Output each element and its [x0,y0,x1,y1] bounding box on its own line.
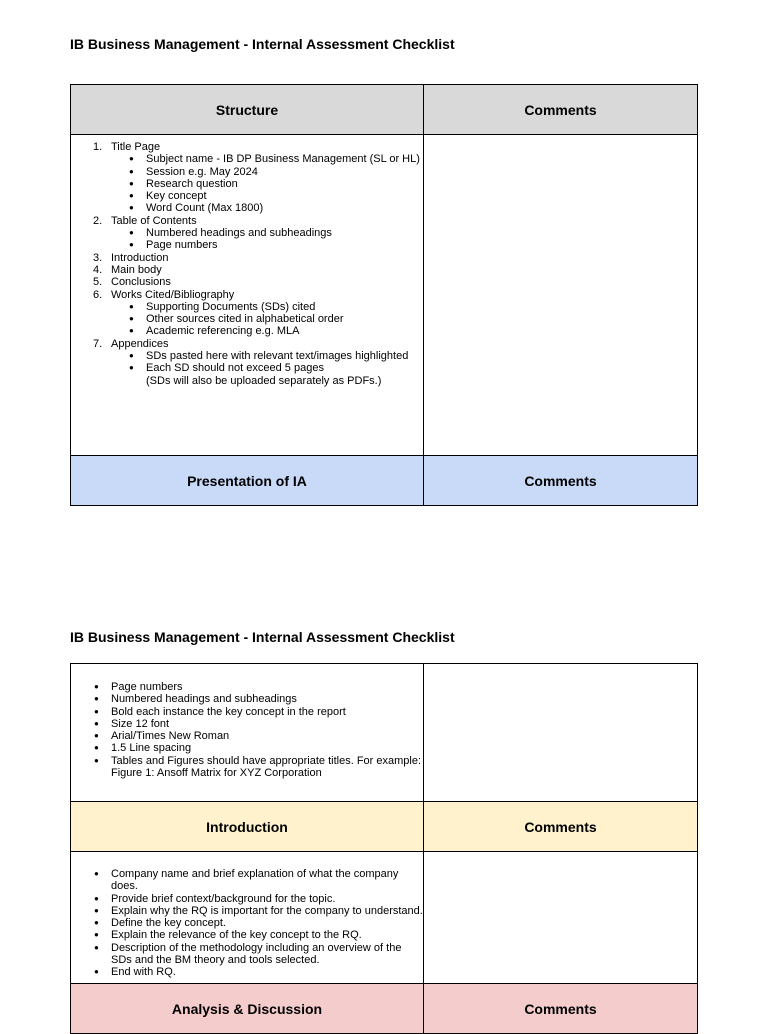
introduction-header-row [71,802,698,852]
structure-header-row [71,85,698,135]
sub-item: ● Session e.g. May 2024 [146,166,423,178]
sub-item: ● Word Count (Max 1800) [146,202,423,214]
presentation-item: ● Tables and Figures should have appropriate titles. For example: Figure 1: Ansoff Matrix for XYZ Corporation [111,755,423,780]
sub-item-text: Each SD should not exceed 5 pages [146,362,324,375]
structure-item [93,263,423,276]
presentation-list-cell [71,664,424,802]
sub-item: ● Supporting Documents (SDs) cited [146,301,423,313]
item-number: 1. [93,141,103,153]
sub-item: ● SDs pasted here with relevant text/images highlighted [146,350,423,362]
presentation-item: ● Size 12 font [111,718,423,730]
introduction-item: ● Explain why the RQ is important for the company to understand. [111,905,423,917]
introduction-content-row [71,852,698,984]
introduction-comments-header: Comments [424,802,698,852]
presentation-content-row [71,664,698,802]
sub-list [111,227,423,252]
introduction-comments-cell[interactable] [424,852,698,984]
document-title-page-2: IB Business Management - Internal Assessment Checklist [70,629,455,645]
introduction-list [71,868,423,979]
analysis-comments-header: Comments [424,984,698,1034]
introduction-item: ● Provide brief context/background for the topic. [111,893,423,905]
item-number: 2. [93,214,103,227]
sub-list [111,153,423,214]
sub-item: ● Research question [146,178,423,190]
presentation-comments-header: Comments [424,456,698,506]
document-title: IB Business Management - Internal Assessment Checklist [70,36,455,52]
structure-list-cell [71,135,424,456]
presentation-header: Presentation of IA [71,456,424,506]
item-label: Conclusions [111,276,171,289]
item-label: Main body [111,263,162,276]
introduction-item: ● Description of the methodology including an overview of the SDs and the BM theory and tools selected. [111,942,423,967]
sub-item: ● Numbered headings and subheadings [146,227,423,239]
introduction-item: ● Company name and brief explanation of what the company does. [111,868,423,893]
sub-item: ● Academic referencing e.g. MLA [146,325,423,337]
presentation-comments-cell[interactable] [424,664,698,802]
item-number: 4. [93,263,103,276]
analysis-header-row [71,984,698,1034]
introduction-item: ● Define the key concept. [111,917,423,929]
structure-item [93,251,423,264]
item-label: Title Page [111,141,161,153]
introduction-list-cell [71,852,424,984]
sub-item [146,362,423,387]
item-label: Table of Contents [111,214,197,227]
presentation-header-row [71,456,698,506]
introduction-item: ● Explain the relevance of the key concept to the RQ. [111,929,423,941]
presentation-item: ● Page numbers [111,681,423,693]
sub-item-note: (SDs will also be uploaded separately as PDFs.) [146,374,382,387]
item-label: Introduction [111,251,169,264]
structure-header: Structure [71,85,424,135]
presentation-list [71,681,423,779]
presentation-item: ● Bold each instance the key concept in the report [111,706,423,718]
sub-item: ● Key concept [146,190,423,202]
presentation-item: ● Arial/Times New Roman [111,730,423,742]
sub-item: ● Subject name - IB DP Business Management (SL or HL) [146,153,423,165]
sub-list [111,301,423,338]
structure-item [93,288,423,338]
presentation-item: ● 1.5 Line spacing [111,742,423,754]
item-label: Appendices [111,337,169,350]
structure-comments-header: Comments [424,85,698,135]
structure-item [93,276,423,289]
structure-comments-cell[interactable] [424,135,698,456]
analysis-header: Analysis & Discussion [71,984,424,1034]
item-number: 6. [93,288,103,301]
item-number: 7. [93,337,103,350]
sub-list [111,350,423,387]
sub-item: ● Page numbers [146,239,423,251]
item-label: Works Cited/Bibliography [111,288,235,301]
structure-list [71,141,423,387]
item-number: 3. [93,251,103,264]
structure-item [93,141,423,215]
item-number: 5. [93,276,103,289]
introduction-header: Introduction [71,802,424,852]
introduction-item: ● End with RQ. [111,966,423,978]
structure-table [70,84,698,506]
structure-item [93,337,423,387]
sub-item: ● Other sources cited in alphabetical order [146,313,423,325]
presentation-item: ● Numbered headings and subheadings [111,693,423,705]
structure-content-row [71,135,698,456]
checklist-table-page-2 [70,663,698,1034]
structure-item [93,214,423,252]
